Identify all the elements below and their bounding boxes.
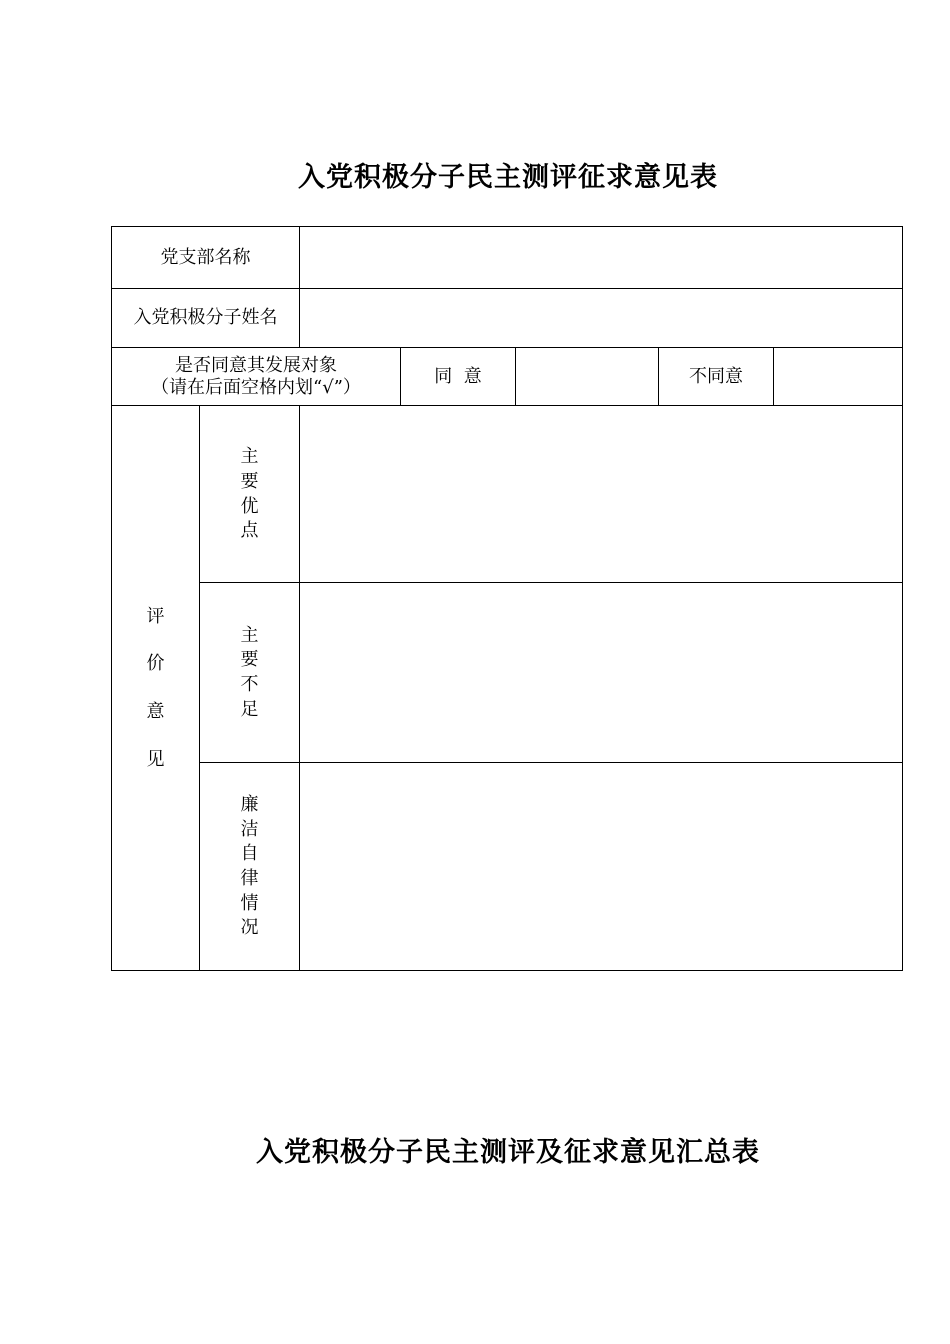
integrity-label: 廉 洁 自 律 情 况: [240, 794, 259, 939]
activist-name-field[interactable]: [300, 289, 902, 347]
consent-label: [112, 348, 400, 405]
summary-title: 入党积极分子民主测评及征求意见汇总表: [256, 1137, 760, 1168]
consent-label-line2: （请在后面空格内划“√”）: [151, 376, 361, 398]
agree-checkbox-cell[interactable]: [516, 348, 658, 405]
disagree-checkbox-cell[interactable]: [774, 348, 902, 405]
form-title: 入党积极分子民主测评征求意见表: [298, 162, 718, 193]
strengths-label: 主 要 优 点: [240, 446, 259, 542]
strengths-field[interactable]: [300, 406, 902, 582]
weaknesses-field[interactable]: [300, 583, 902, 762]
disagree-label: 不同意: [689, 365, 743, 387]
consent-label-line1: 是否同意其发展对象: [175, 354, 337, 376]
branch-name-label: 党支部名称: [160, 246, 251, 268]
agree-label: 同 意: [434, 365, 482, 387]
weaknesses-label: 主 要 不 足: [240, 624, 259, 720]
branch-name-field[interactable]: [300, 227, 902, 288]
evaluation-opinion-label: 评 价 意 见: [146, 605, 165, 770]
integrity-field[interactable]: [300, 763, 902, 970]
activist-name-label: 入党积极分子姓名: [133, 307, 278, 329]
evaluation-form-table: [111, 226, 903, 971]
